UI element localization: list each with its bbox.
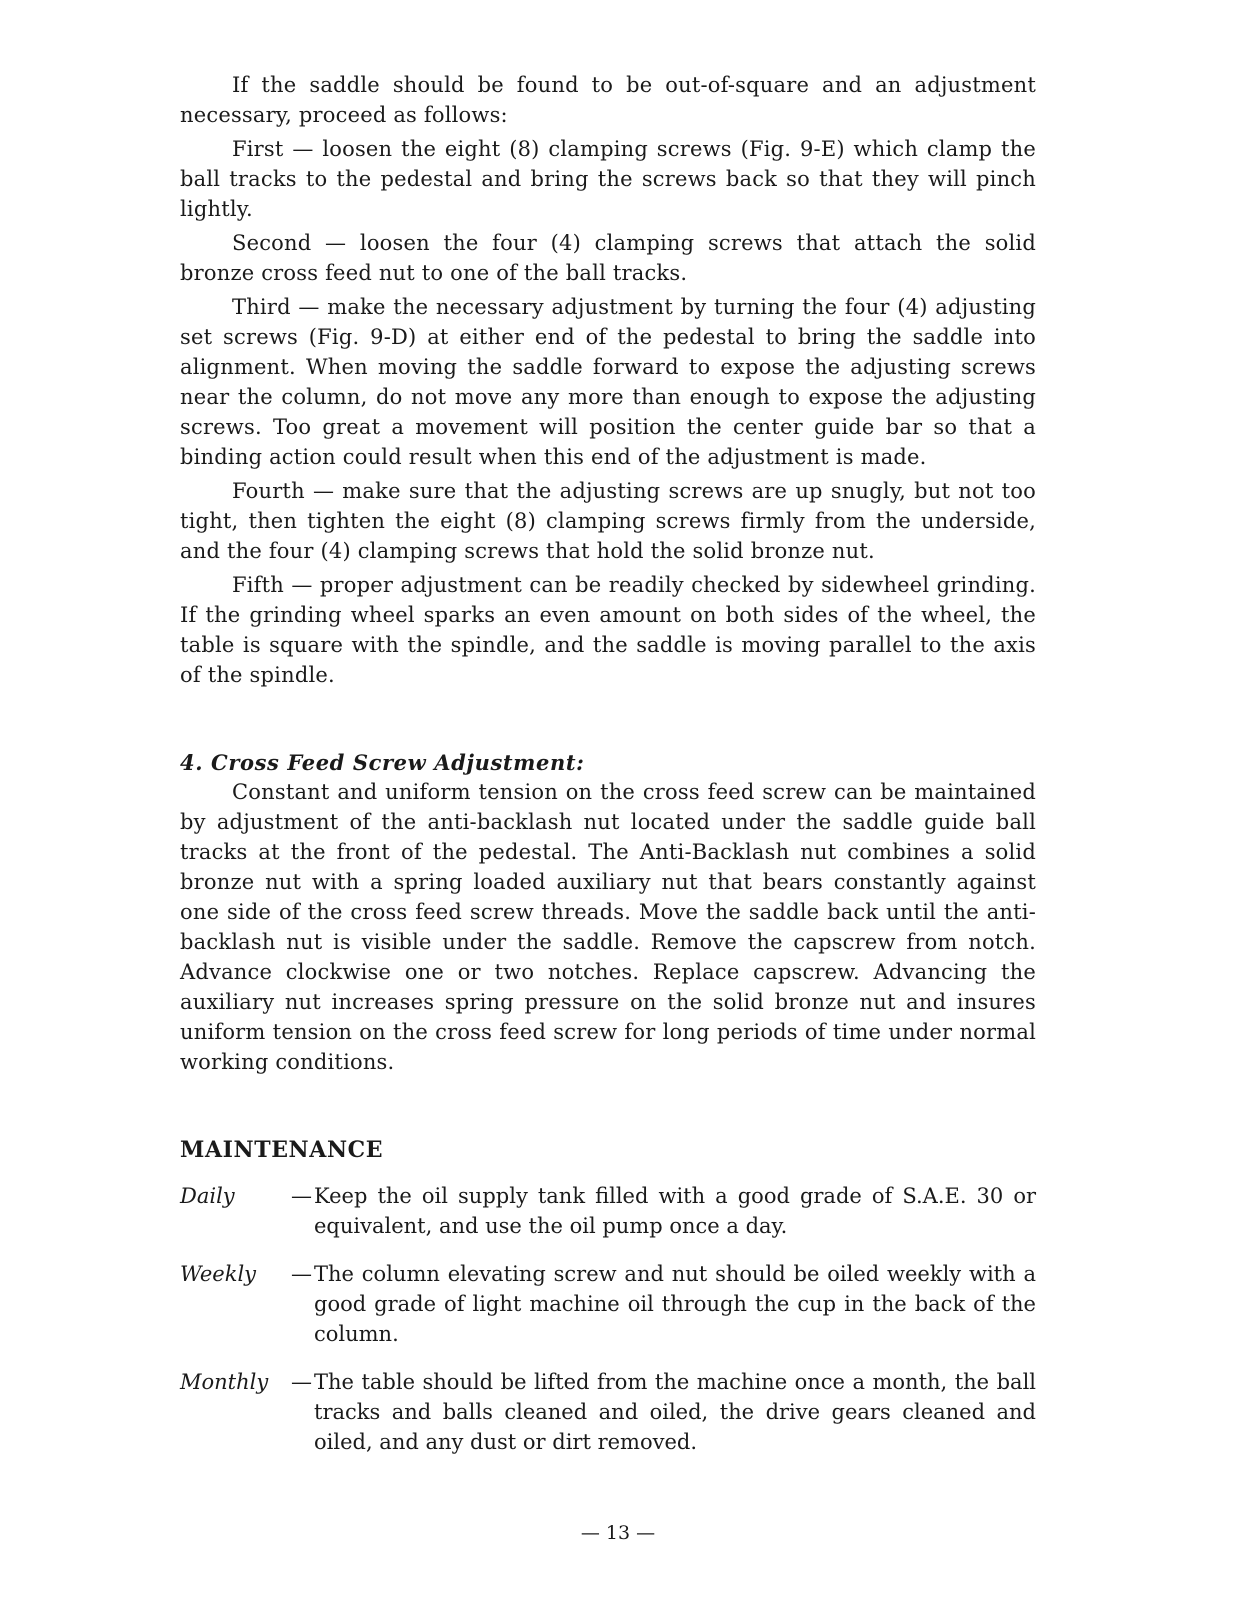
step-fifth: Fifth — proper adjustment can be readily checked by sidewheel grinding. If the grinding wheel sparks an even amount on both sides of the wheel, the table is square with the spindle, and the saddle is moving parallel to the axis of the spindle.	[180, 573, 1036, 687]
step-second: Second — loosen the four (4) clamping screws that attach the solid bronze cross feed nut to one of the ball tracks.	[180, 231, 1036, 285]
cross-feed-title: 4. Cross Feed Screw Adjustment:	[180, 750, 585, 775]
maintenance-label: Weekly	[180, 1262, 257, 1286]
maintenance-text: Keep the oil supply tank filled with a good grade of S.A.E. 30 or equivalent, and use the oil pump once a day.	[314, 1184, 1036, 1238]
maintenance-label: Daily	[180, 1184, 235, 1208]
step-first: First — loosen the eight (8) clamping screws (Fig. 9-E) which clamp the ball tracks to the pedestal and bring the screws back so that they will pinch lightly.	[180, 137, 1036, 221]
dash: —	[291, 1370, 312, 1394]
cross-feed-body: Constant and uniform tension on the cross feed screw can be maintained by adjustment of the anti-backlash nut located under the saddle guide ball tracks at the front of the pedestal. The Anti-Backlash nut combines a solid bronze nut with a spring loaded auxiliary nut that bears constantly against one side of the cross feed screw threads. Move the saddle back until the anti-backlash nut is visible under the saddle. Remove the capscrew from notch. Advance clockwise one or two notches. Replace capscrew. Advancing the auxiliary nut increases spring pressure on the solid bronze nut and insures uniform tension on the cross feed screw for long periods of time under normal working conditions.	[180, 780, 1036, 1074]
dash: —	[291, 1262, 312, 1286]
intro-paragraph: If the saddle should be found to be out-of-square and an adjustment necessary, proceed as follows:	[180, 73, 1036, 127]
maintenance-label: Monthly	[180, 1370, 269, 1394]
maintenance-item-weekly	[180, 1259, 1036, 1349]
dash: —	[291, 1184, 312, 1208]
maintenance-item-daily	[180, 1181, 1036, 1241]
maintenance-title: MAINTENANCE	[180, 1137, 384, 1163]
document-page	[180, 70, 1036, 1475]
step-fourth: Fourth — make sure that the adjusting screws are up snugly, but not too tight, then tighten the eight (8) clamping screws firmly from the underside, and the four (4) clamping screws that hold the solid bronze nut.	[180, 479, 1036, 563]
step-third: Third — make the necessary adjustment by turning the four (4) adjusting set screws (Fig. 9-D) at either end of the pedestal to bring the saddle into alignment. When moving the saddle forward to expose the adjusting screws near the column, do not move any more than enough to expose the adjusting screws. Too great a movement will position the center guide bar so that a binding action could result when this end of the adjustment is made.	[180, 295, 1036, 469]
page-number: — 13 —	[580, 1522, 656, 1544]
maintenance-item-monthly	[180, 1367, 1036, 1457]
maintenance-text: The table should be lifted from the machine once a month, the ball tracks and balls cleaned and oiled, the drive gears cleaned and oiled, and any dust or dirt removed.	[314, 1370, 1036, 1454]
maintenance-text: The column elevating screw and nut should be oiled weekly with a good grade of light machine oil through the cup in the back of the column.	[314, 1262, 1036, 1346]
